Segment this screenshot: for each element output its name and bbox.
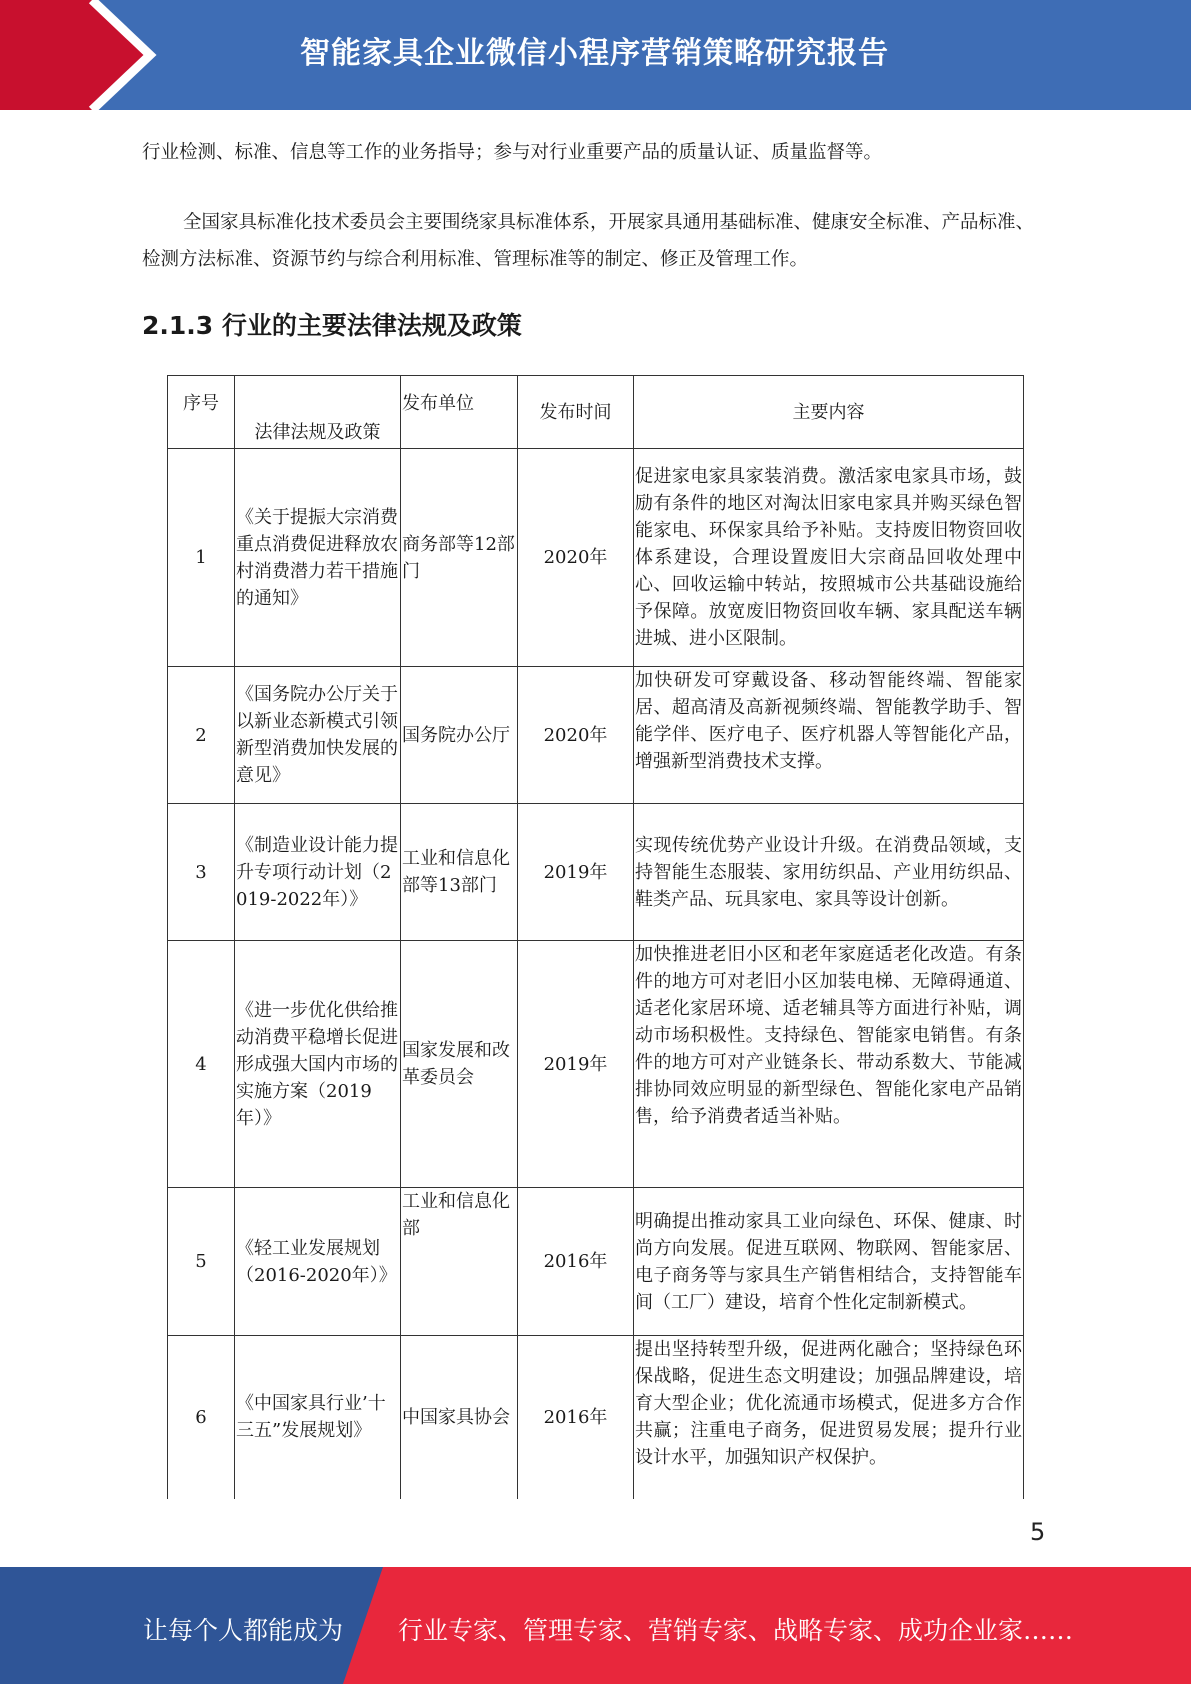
cell-seq: 2 — [168, 667, 235, 804]
cell-policy-name: 《国务院办公厅关于以新业态新模式引领新型消费加快发展的意见》 — [235, 667, 401, 804]
cell-issuer: 商务部等12部门 — [401, 449, 518, 667]
cell-issuer: 国务院办公厅 — [401, 667, 518, 804]
cell-policy-name: 《制造业设计能力提升专项行动计划（2019-2022年）》 — [235, 804, 401, 941]
cell-seq: 1 — [168, 449, 235, 667]
page-header — [0, 0, 1191, 110]
header-content: 主要内容 — [634, 376, 1024, 449]
cell-policy-name: 《关于提振大宗消费重点消费促进释放农村消费潜力若干措施的通知》 — [235, 449, 401, 667]
table-row — [168, 449, 1024, 667]
cell-issuer: 工业和信息化部 — [401, 1188, 518, 1336]
table-row — [168, 667, 1024, 804]
header-seq: 序号 — [168, 376, 235, 449]
footer-slogan-right: 行业专家、管理专家、营销专家、战略专家、成功企业家…… — [398, 1616, 1074, 1645]
cell-seq: 4 — [168, 941, 235, 1188]
page-number: 5 — [1030, 1518, 1046, 1546]
table-header-row — [168, 376, 1024, 449]
header-issuer: 发布单位 — [401, 376, 518, 449]
report-title: 智能家具企业微信小程序营销策略研究报告 — [300, 36, 889, 71]
cell-content: 加快推进老旧小区和老年家庭适老化改造。有条件的地方可对老旧小区加装电梯、无障碍通道、适老化家居环境、适老辅具等方面进行补贴，调动市场积极性。支持绿色、智能家电销售。有条件的地方可对产业链条长、带动系数大、节能减排协同效应明显的新型绿色、智能化家电产品销售，给予消费者适当补贴。 — [634, 941, 1024, 1188]
footer-slogan-left: 让每个人都能成为 — [143, 1616, 344, 1645]
paragraph-standards-committee: 全国家具标准化技术委员会主要围绕家具标准体系，开展家具通用基础标准、健康安全标准、产品标准、检测方法标准、资源节约与综合利用标准、管理标准等的制定、修正及管理工作。 — [142, 212, 1035, 270]
cell-content: 实现传统优势产业设计升级。在消费品领域，支持智能生态服装、家用纺织品、产业用纺织品、鞋类产品、玩具家电、家具等设计创新。 — [634, 804, 1024, 941]
cell-content: 加快研发可穿戴设备、移动智能终端、智能家居、超高清及高新视频终端、智能教学助手、智能学伴、医疗电子、医疗机器人等智能化产品，增强新型消费技术支撑。 — [634, 667, 1024, 804]
cell-date: 2020年 — [518, 449, 634, 667]
cell-date: 2019年 — [518, 804, 634, 941]
cell-policy-name: 《中国家具行业’十三五”发展规划》 — [235, 1336, 401, 1499]
cell-date: 2020年 — [518, 667, 634, 804]
table-row — [168, 941, 1024, 1188]
table-row — [168, 1188, 1024, 1336]
header-policy-name: 法律法规及政策 — [235, 376, 401, 449]
cell-seq: 5 — [168, 1188, 235, 1336]
cell-content: 促进家电家具家装消费。激活家电家具市场，鼓励有条件的地区对淘汰旧家电家具并购买绿色智能家电、环保家具给予补贴。支持废旧物资回收体系建设，合理设置废旧大宗商品回收处理中心、回收运输中转站，按照城市公共基础设施给予保障。放宽废旧物资回收车辆、家具配送车辆进城、进小区限制。 — [634, 449, 1024, 667]
cell-date: 2016年 — [518, 1188, 634, 1336]
cell-seq: 6 — [168, 1336, 235, 1499]
page-footer — [0, 1567, 1191, 1684]
policy-table — [167, 375, 1024, 1499]
table-row — [168, 804, 1024, 941]
cell-seq: 3 — [168, 804, 235, 941]
table-row — [168, 1336, 1024, 1499]
paragraph-industry-guidance: 行业检测、标准、信息等工作的业务指导；参与对行业重要产品的质量认证、质量监督等。 — [142, 142, 883, 163]
cell-date: 2019年 — [518, 941, 634, 1188]
cell-issuer: 工业和信息化部等13部门 — [401, 804, 518, 941]
cell-date: 2016年 — [518, 1336, 634, 1499]
header-date: 发布时间 — [518, 376, 634, 449]
cell-policy-name: 《轻工业发展规划（2016-2020年）》 — [235, 1188, 401, 1336]
cell-policy-name: 《进一步优化供给推动消费平稳增长促进形成强大国内市场的实施方案（2019年）》 — [235, 941, 401, 1188]
cell-issuer: 国家发展和改革委员会 — [401, 941, 518, 1188]
cell-issuer: 中国家具协会 — [401, 1336, 518, 1499]
cell-content: 提出坚持转型升级，促进两化融合；坚持绿色环保战略，促进生态文明建设；加强品牌建设，培育大型企业；优化流通市场模式，促进多方合作共赢；注重电子商务，促进贸易发展；提升行业设计水平，加强知识产权保护。 — [634, 1336, 1024, 1499]
cell-content: 明确提出推动家具工业向绿色、环保、健康、时尚方向发展。促进互联网、物联网、智能家居、电子商务等与家具生产销售相结合，支持智能车间（工厂）建设，培育个性化定制新模式。 — [634, 1188, 1024, 1336]
section-heading: 2.1.3 行业的主要法律法规及政策 — [142, 311, 522, 340]
